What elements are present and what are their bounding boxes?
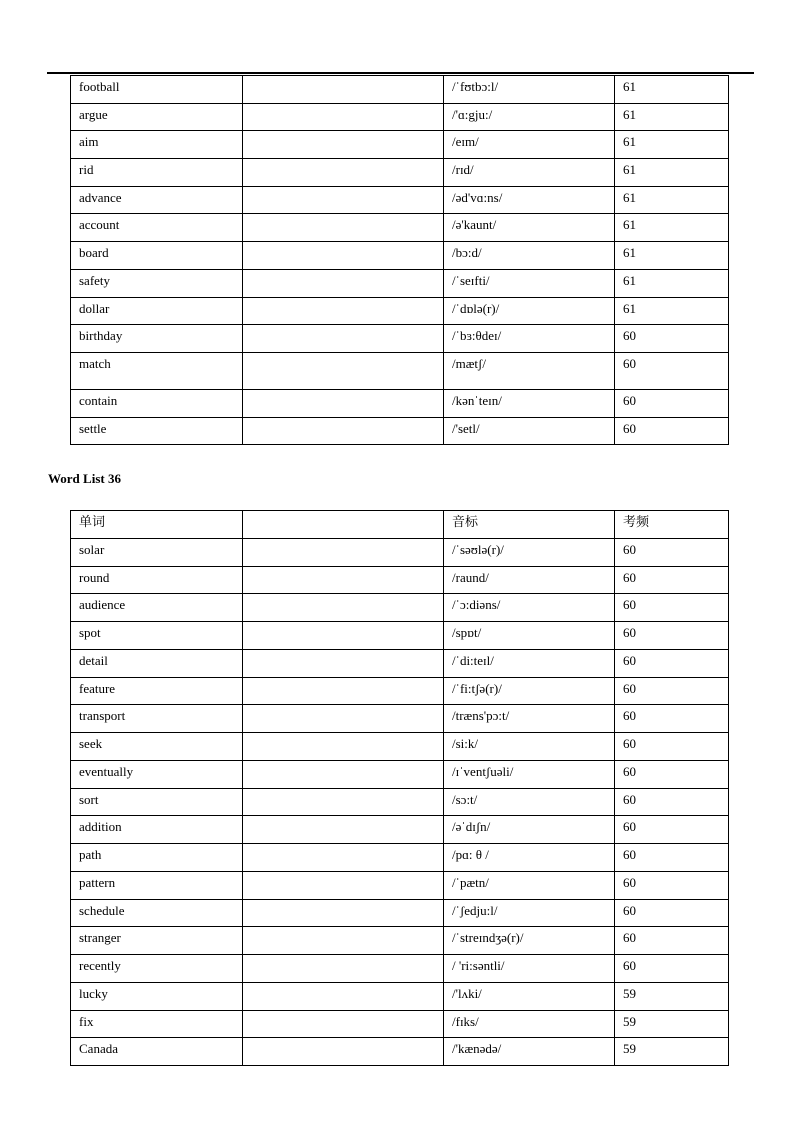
word-cell: argue: [71, 103, 243, 131]
meaning-cell: [243, 760, 444, 788]
word-cell: fix: [71, 1010, 243, 1038]
phonetic-cell: /kənˈteɪn/: [444, 389, 615, 417]
meaning-cell: [243, 899, 444, 927]
meaning-cell: [243, 214, 444, 242]
table-row: [71, 417, 729, 445]
frequency-cell: 60: [615, 733, 729, 761]
header-phonetic: 音标: [444, 511, 615, 539]
phonetic-cell: /'lʌki/: [444, 982, 615, 1010]
phonetic-cell: /ˈbɜ:θdeɪ/: [444, 325, 615, 353]
frequency-cell: 60: [615, 705, 729, 733]
phonetic-cell: /ə'kaunt/: [444, 214, 615, 242]
table-row: [71, 103, 729, 131]
phonetic-cell: /bɔ:d/: [444, 242, 615, 270]
frequency-cell: 60: [615, 389, 729, 417]
frequency-cell: 60: [615, 417, 729, 445]
meaning-cell: [243, 649, 444, 677]
frequency-cell: 60: [615, 566, 729, 594]
phonetic-cell: /ˈʃedju:l/: [444, 899, 615, 927]
section-heading: Word List 36: [48, 471, 121, 486]
table-row: [71, 159, 729, 187]
meaning-cell: [243, 927, 444, 955]
header-rule: [47, 72, 754, 74]
meaning-cell: [243, 733, 444, 761]
phonetic-cell: /ˈdi:teɪl/: [444, 649, 615, 677]
frequency-cell: 59: [615, 1038, 729, 1066]
phonetic-cell: /eɪm/: [444, 131, 615, 159]
phonetic-cell: /sɔ:t/: [444, 788, 615, 816]
table-row: [71, 677, 729, 705]
phonetic-cell: /spɒt/: [444, 622, 615, 650]
table-row: [71, 982, 729, 1010]
word-cell: audience: [71, 594, 243, 622]
phonetic-cell: /əd'vɑ:ns/: [444, 186, 615, 214]
table-row: [71, 705, 729, 733]
frequency-cell: 61: [615, 242, 729, 270]
table-row: [71, 389, 729, 417]
word-cell: detail: [71, 649, 243, 677]
phonetic-cell: /ˈfi:tʃə(r)/: [444, 677, 615, 705]
phonetic-cell: /ɪˈventʃuəli/: [444, 760, 615, 788]
header-word: 单词: [71, 511, 243, 539]
frequency-cell: 60: [615, 538, 729, 566]
table-row: [71, 538, 729, 566]
table-row: [71, 871, 729, 899]
phonetic-cell: / 'ri:səntli/: [444, 955, 615, 983]
frequency-cell: 60: [615, 352, 729, 389]
word-cell: round: [71, 566, 243, 594]
word-cell: aim: [71, 131, 243, 159]
table-row: [71, 297, 729, 325]
word-table-list-36: [70, 510, 729, 1066]
table-row: [71, 214, 729, 242]
table-row: [71, 242, 729, 270]
frequency-cell: 59: [615, 1010, 729, 1038]
meaning-cell: [243, 788, 444, 816]
word-cell: eventually: [71, 760, 243, 788]
table-row: [71, 733, 729, 761]
phonetic-cell: /ˈstreɪndʒə(r)/: [444, 927, 615, 955]
phonetic-cell: /rɪd/: [444, 159, 615, 187]
frequency-cell: 60: [615, 649, 729, 677]
meaning-cell: [243, 538, 444, 566]
meaning-cell: [243, 325, 444, 353]
meaning-cell: [243, 186, 444, 214]
meaning-cell: [243, 705, 444, 733]
meaning-cell: [243, 955, 444, 983]
meaning-cell: [243, 594, 444, 622]
word-cell: stranger: [71, 927, 243, 955]
word-cell: recently: [71, 955, 243, 983]
phonetic-cell: /raund/: [444, 566, 615, 594]
word-cell: path: [71, 844, 243, 872]
table-row: [71, 76, 729, 104]
word-cell: feature: [71, 677, 243, 705]
table-row: [71, 269, 729, 297]
table-row: [71, 1010, 729, 1038]
frequency-cell: 61: [615, 214, 729, 242]
frequency-cell: 61: [615, 297, 729, 325]
frequency-cell: 61: [615, 269, 729, 297]
word-cell: birthday: [71, 325, 243, 353]
word-cell: Canada: [71, 1038, 243, 1066]
meaning-cell: [243, 677, 444, 705]
meaning-cell: [243, 622, 444, 650]
word-table-body: [71, 76, 729, 445]
word-cell: safety: [71, 269, 243, 297]
frequency-cell: 60: [615, 788, 729, 816]
table-row: [71, 788, 729, 816]
word-table-list-35: [70, 75, 729, 445]
meaning-cell: [243, 131, 444, 159]
frequency-cell: 61: [615, 103, 729, 131]
frequency-cell: 60: [615, 927, 729, 955]
word-cell: dollar: [71, 297, 243, 325]
phonetic-cell: /'setl/: [444, 417, 615, 445]
word-cell: solar: [71, 538, 243, 566]
meaning-cell: [243, 389, 444, 417]
table-row: [71, 760, 729, 788]
table-row: [71, 622, 729, 650]
frequency-cell: 60: [615, 899, 729, 927]
frequency-cell: 61: [615, 186, 729, 214]
frequency-cell: 59: [615, 982, 729, 1010]
word-cell: sort: [71, 788, 243, 816]
table-row: [71, 131, 729, 159]
meaning-cell: [243, 1010, 444, 1038]
phonetic-cell: /pɑ: θ /: [444, 844, 615, 872]
table-row: [71, 844, 729, 872]
meaning-cell: [243, 76, 444, 104]
table-row: [71, 927, 729, 955]
frequency-cell: 61: [615, 131, 729, 159]
meaning-cell: [243, 417, 444, 445]
table-row: [71, 1038, 729, 1066]
table-row: [71, 566, 729, 594]
frequency-cell: 60: [615, 955, 729, 983]
frequency-cell: 60: [615, 760, 729, 788]
meaning-cell: [243, 269, 444, 297]
frequency-cell: 60: [615, 594, 729, 622]
phonetic-cell: /ˈfʊtbɔ:l/: [444, 76, 615, 104]
meaning-cell: [243, 982, 444, 1010]
header-frequency: 考频: [615, 511, 729, 539]
word-cell: transport: [71, 705, 243, 733]
phonetic-cell: /ˈdɒlə(r)/: [444, 297, 615, 325]
table-row: [71, 594, 729, 622]
meaning-cell: [243, 566, 444, 594]
frequency-cell: 61: [615, 76, 729, 104]
table-row: [71, 899, 729, 927]
table-header-row: [71, 511, 729, 539]
word-cell: rid: [71, 159, 243, 187]
phonetic-cell: /ˈseɪfti/: [444, 269, 615, 297]
meaning-cell: [243, 816, 444, 844]
frequency-cell: 60: [615, 844, 729, 872]
word-cell: spot: [71, 622, 243, 650]
meaning-cell: [243, 159, 444, 187]
frequency-cell: 60: [615, 622, 729, 650]
frequency-cell: 60: [615, 816, 729, 844]
word-table-body: [71, 538, 729, 1065]
word-cell: schedule: [71, 899, 243, 927]
phonetic-cell: /'kænədə/: [444, 1038, 615, 1066]
phonetic-cell: /ˈsəʊlə(r)/: [444, 538, 615, 566]
table-row: [71, 649, 729, 677]
meaning-cell: [243, 103, 444, 131]
word-cell: settle: [71, 417, 243, 445]
table-row: [71, 186, 729, 214]
frequency-cell: 60: [615, 871, 729, 899]
word-cell: seek: [71, 733, 243, 761]
phonetic-cell: /si:k/: [444, 733, 615, 761]
word-cell: football: [71, 76, 243, 104]
meaning-cell: [243, 1038, 444, 1066]
word-cell: contain: [71, 389, 243, 417]
meaning-cell: [243, 297, 444, 325]
table-row: [71, 325, 729, 353]
header-meaning: [243, 511, 444, 539]
frequency-cell: 60: [615, 677, 729, 705]
frequency-cell: 60: [615, 325, 729, 353]
frequency-cell: 61: [615, 159, 729, 187]
table-row: [71, 352, 729, 389]
meaning-cell: [243, 242, 444, 270]
word-cell: advance: [71, 186, 243, 214]
phonetic-cell: /ˈpætn/: [444, 871, 615, 899]
word-cell: account: [71, 214, 243, 242]
phonetic-cell: /əˈdɪʃn/: [444, 816, 615, 844]
phonetic-cell: /ˈɔ:diəns/: [444, 594, 615, 622]
phonetic-cell: /mætʃ/: [444, 352, 615, 389]
meaning-cell: [243, 871, 444, 899]
word-cell: lucky: [71, 982, 243, 1010]
phonetic-cell: /fɪks/: [444, 1010, 615, 1038]
meaning-cell: [243, 352, 444, 389]
table-row: [71, 816, 729, 844]
meaning-cell: [243, 844, 444, 872]
word-cell: board: [71, 242, 243, 270]
word-cell: match: [71, 352, 243, 389]
phonetic-cell: /'ɑ:gju:/: [444, 103, 615, 131]
word-cell: addition: [71, 816, 243, 844]
phonetic-cell: /træns'pɔ:t/: [444, 705, 615, 733]
word-cell: pattern: [71, 871, 243, 899]
table-row: [71, 955, 729, 983]
